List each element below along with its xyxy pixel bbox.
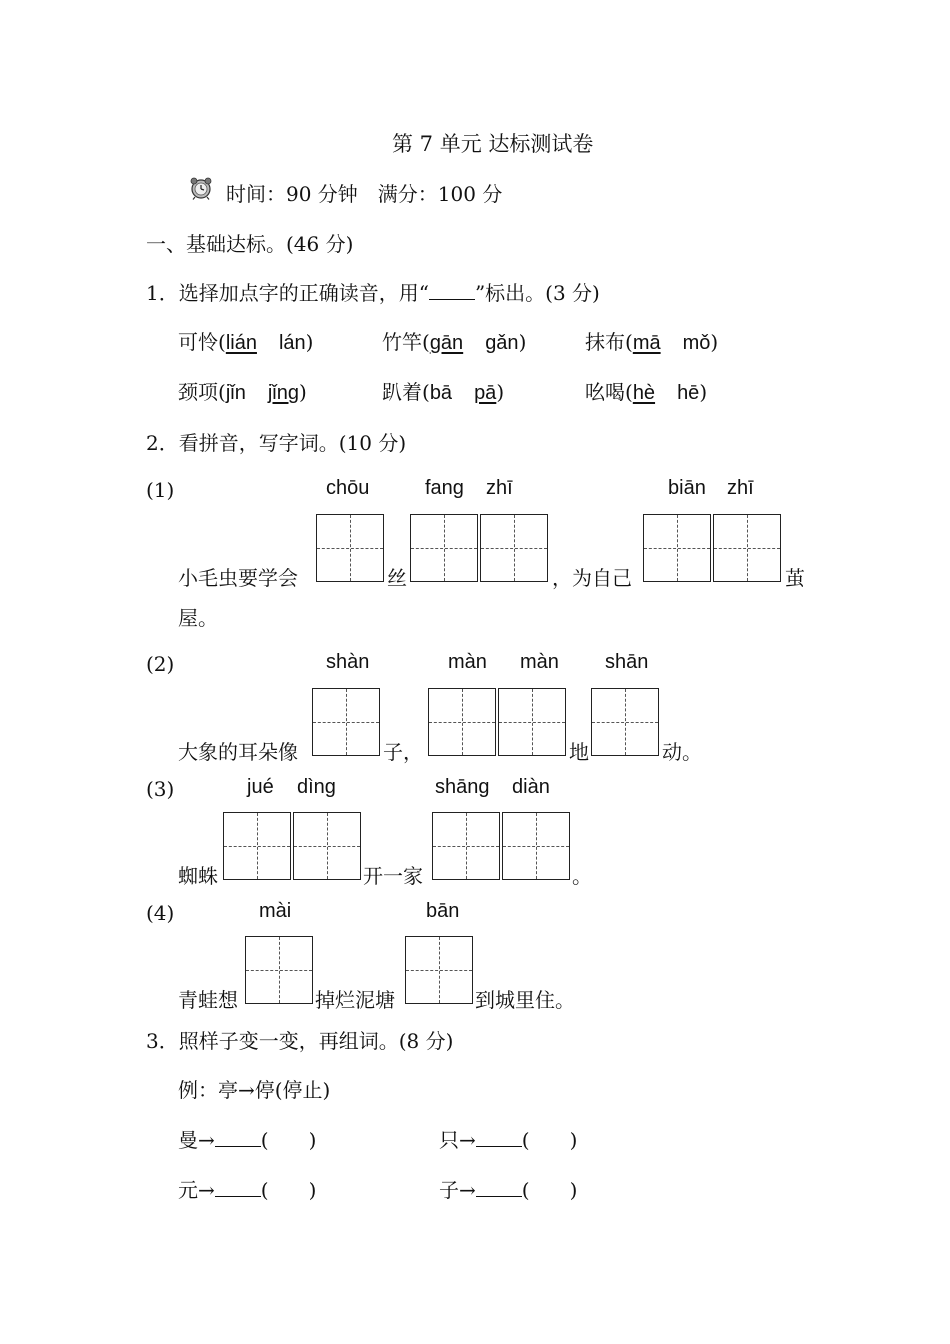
question-2-prompt: 2．看拼音，写字词。(10 分) [146, 431, 407, 455]
pinyin-label: dìng [297, 776, 336, 798]
pinyin-label: màn [448, 651, 487, 673]
sentence-text: 丝 [387, 566, 407, 590]
sentence-text: 动。 [662, 740, 702, 764]
pinyin-choice-item[interactable]: 竹竿(gān gǎn) [382, 330, 527, 354]
sentence-text: 开一家 [363, 864, 423, 888]
sentence-text: 茧 [785, 566, 805, 590]
sub-question-number: (3) [146, 777, 175, 801]
writing-box[interactable] [713, 514, 781, 582]
sub-question-number: (4) [146, 901, 175, 925]
writing-box[interactable] [432, 812, 500, 880]
sentence-text: 青蛙想 [178, 988, 238, 1012]
pinyin-label: shàn [326, 651, 370, 673]
char-transform-item[interactable]: 曼→ ( ) [178, 1128, 317, 1152]
writing-box[interactable] [502, 812, 570, 880]
sentence-text: 掉烂泥塘 [315, 988, 395, 1012]
writing-box[interactable] [293, 812, 361, 880]
sentence-text: 子， [383, 740, 423, 764]
writing-box[interactable] [312, 688, 380, 756]
sentence-text: 小毛虫要学会 [178, 566, 298, 590]
sentence-text: 蜘蛛 [178, 864, 218, 888]
writing-box[interactable] [405, 936, 473, 1004]
sentence-text: 屋。 [178, 606, 218, 630]
question-3-prompt: 3．照样子变一变，再组词。(8 分) [146, 1029, 454, 1053]
answer-blank[interactable] [476, 1178, 522, 1197]
writing-box[interactable] [245, 936, 313, 1004]
sub-question-number: (2) [146, 652, 175, 676]
section-heading: 一、基础达标。(46 分) [146, 232, 354, 256]
pinyin-choice-item[interactable]: 趴着(bā pā) [382, 380, 505, 404]
answer-blank [429, 281, 475, 300]
sentence-text: 到城里住。 [475, 988, 575, 1012]
char-transform-item[interactable]: 只→ ( ) [439, 1128, 578, 1152]
alarm-clock-icon [188, 176, 214, 200]
pinyin-label: zhī [486, 477, 513, 499]
writing-box[interactable] [428, 688, 496, 756]
writing-box[interactable] [643, 514, 711, 582]
pinyin-label: mài [259, 900, 292, 922]
writing-box[interactable] [223, 812, 291, 880]
writing-box[interactable] [498, 688, 566, 756]
pinyin-label: màn [520, 651, 559, 673]
writing-box[interactable] [480, 514, 548, 582]
pinyin-choice-item[interactable]: 吆喝(hè hē) [585, 380, 708, 404]
writing-box[interactable] [591, 688, 659, 756]
pinyin-label: chōu [326, 477, 370, 499]
example-text: 例：亭→停(停止) [178, 1078, 331, 1102]
pinyin-label: shān [605, 651, 649, 673]
pinyin-choice-item[interactable]: 颈项(jǐn jǐng) [178, 380, 307, 404]
sentence-text: 大象的耳朵像 [178, 740, 298, 764]
answer-blank[interactable] [215, 1128, 261, 1147]
sub-question-number: (1) [146, 478, 175, 502]
answer-blank[interactable] [215, 1178, 261, 1197]
writing-box[interactable] [410, 514, 478, 582]
writing-box[interactable] [316, 514, 384, 582]
pinyin-label: jué [247, 776, 274, 798]
time-score-info: 时间：90 分钟 满分：100 分 [226, 182, 503, 206]
char-transform-item[interactable]: 元→ ( ) [178, 1178, 317, 1202]
question-1-prompt: 1．选择加点字的正确读音，用“ ”标出。(3 分) [146, 281, 600, 305]
pinyin-label: biān [668, 477, 706, 499]
pinyin-label: zhī [727, 477, 754, 499]
pinyin-label: fang [425, 477, 464, 499]
page-title: 第 7 单元 达标测试卷 [392, 132, 594, 156]
answer-blank[interactable] [476, 1128, 522, 1147]
pinyin-label: diàn [512, 776, 550, 798]
pinyin-label: shāng [435, 776, 490, 798]
pinyin-label: bān [426, 900, 460, 922]
sentence-text: ，为自己 [552, 566, 632, 590]
pinyin-choice-item[interactable]: 可怜(lián lán) [178, 330, 314, 354]
sentence-text: 地 [569, 740, 589, 764]
pinyin-choice-item[interactable]: 抹布(mā mǒ) [585, 330, 719, 354]
sentence-text: 。 [572, 864, 592, 888]
char-transform-item[interactable]: 子→ ( ) [439, 1178, 578, 1202]
